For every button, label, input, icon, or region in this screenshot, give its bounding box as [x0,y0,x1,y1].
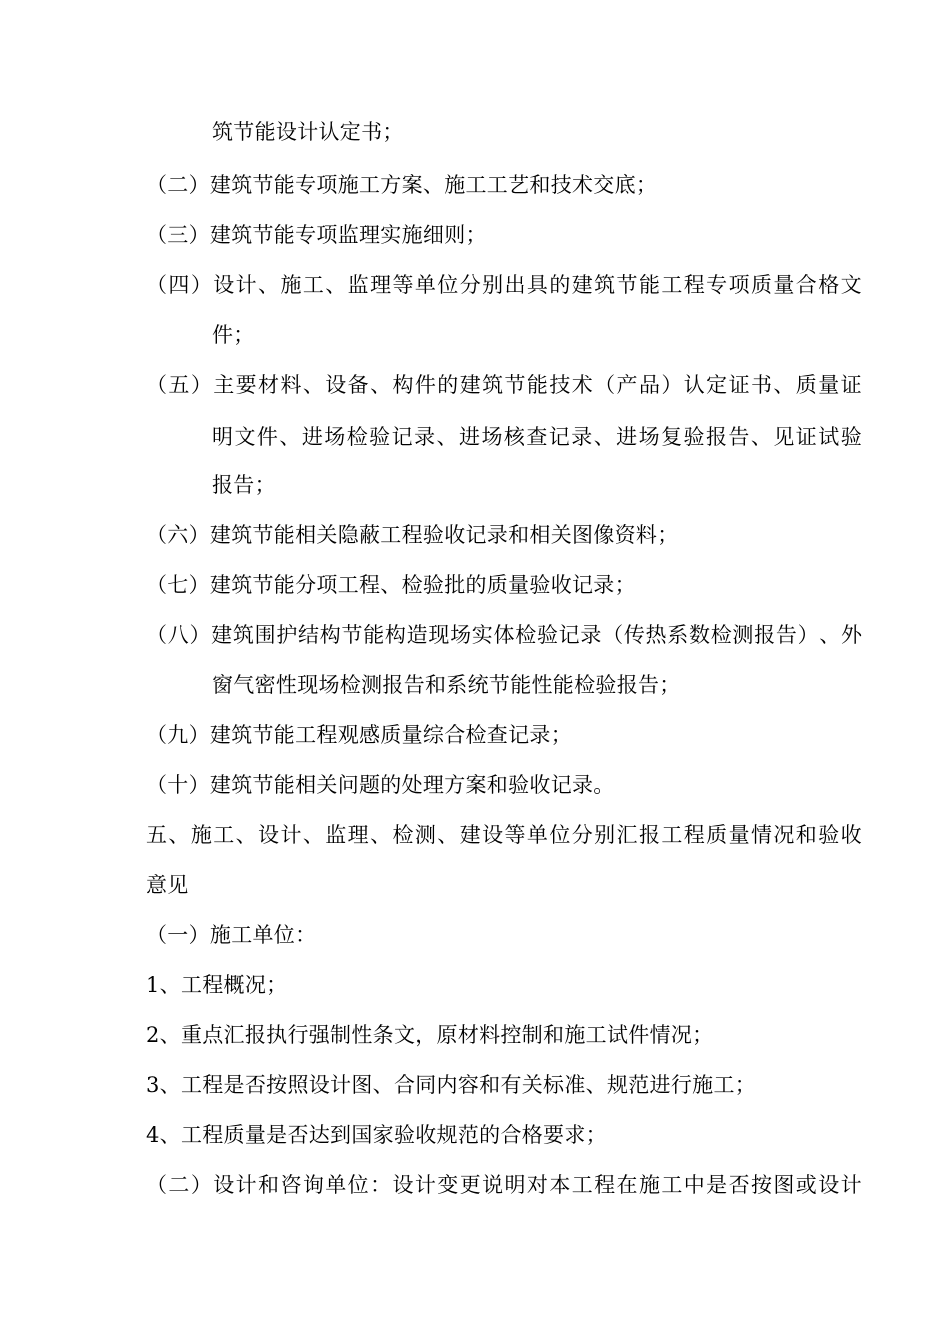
section-heading: 五 、 施 工 、 设 计 、 监 理 、 检 测 、 建 设 等 单 位 分 别 汇 报 工 程 质 量 情 况 和 验 收 [146,823,862,847]
text-line: 筑节能设计认定书； [212,120,404,144]
list-item: （七）建筑节能分项工程、检验批的质量验收记录； [146,573,636,597]
subsection-heading: （ 二 ） 设 计 和 咨 询 单 位 ： 设 计 变 更 说 明 对 本 工 程 在 施 工 中 是 否 按 图 或 设 计 [146,1173,862,1197]
list-item: 2、重点汇报执行强制性条文，原材料控制和施工试件情况； [146,1023,714,1047]
list-item: （六）建筑节能相关隐蔽工程验收记录和相关图像资料； [146,523,679,547]
list-item: 4、工程质量是否达到国家验收规范的合格要求； [146,1123,607,1147]
text-line: 明 文 件 、 进 场 检 验 记 录 、 进 场 核 查 记 录 、 进 场 复 验 报 告 、 见 证 试 验 [212,425,862,449]
subsection-heading: （一）施工单位： [146,923,317,947]
list-item: （ 四 ） 设 计 、 施 工 、 监 理 等 单 位 分 别 出 具 的 建 筑 节 能 工 程 专 项 质 量 合 格 文 [146,273,862,297]
text-line: 件； [212,323,255,347]
list-item: （ 八 ） 建 筑 围 护 结 构 节 能 构 造 现 场 实 体 检 验 记 录 （ 传 热 系 数 检 测 报 告 ） 、 外 [146,623,862,647]
list-item: 3、工程是否按照设计图、合同内容和有关标准、规范进行施工； [146,1073,757,1097]
list-item: （ 五 ） 主 要 材 料 、 设 备 、 构 件 的 建 筑 节 能 技 术 （ 产 品 ） 认 定 证 书 、 质 量 证 [146,373,862,397]
list-item: （三）建筑节能专项监理实施细则； [146,223,487,247]
list-item: （十）建筑节能相关问题的处理方案和验收记录。 [146,773,615,797]
text-line: 窗气密性现场检测报告和系统节能性能检验报告； [212,673,681,697]
list-item: （二）建筑节能专项施工方案、施工工艺和技术交底； [146,173,658,197]
text-line: 报告； [212,473,276,497]
list-item: （九）建筑节能工程观感质量综合检查记录； [146,723,572,747]
list-item: 1、工程概况； [146,973,288,997]
text-line: 意见 [146,873,189,897]
